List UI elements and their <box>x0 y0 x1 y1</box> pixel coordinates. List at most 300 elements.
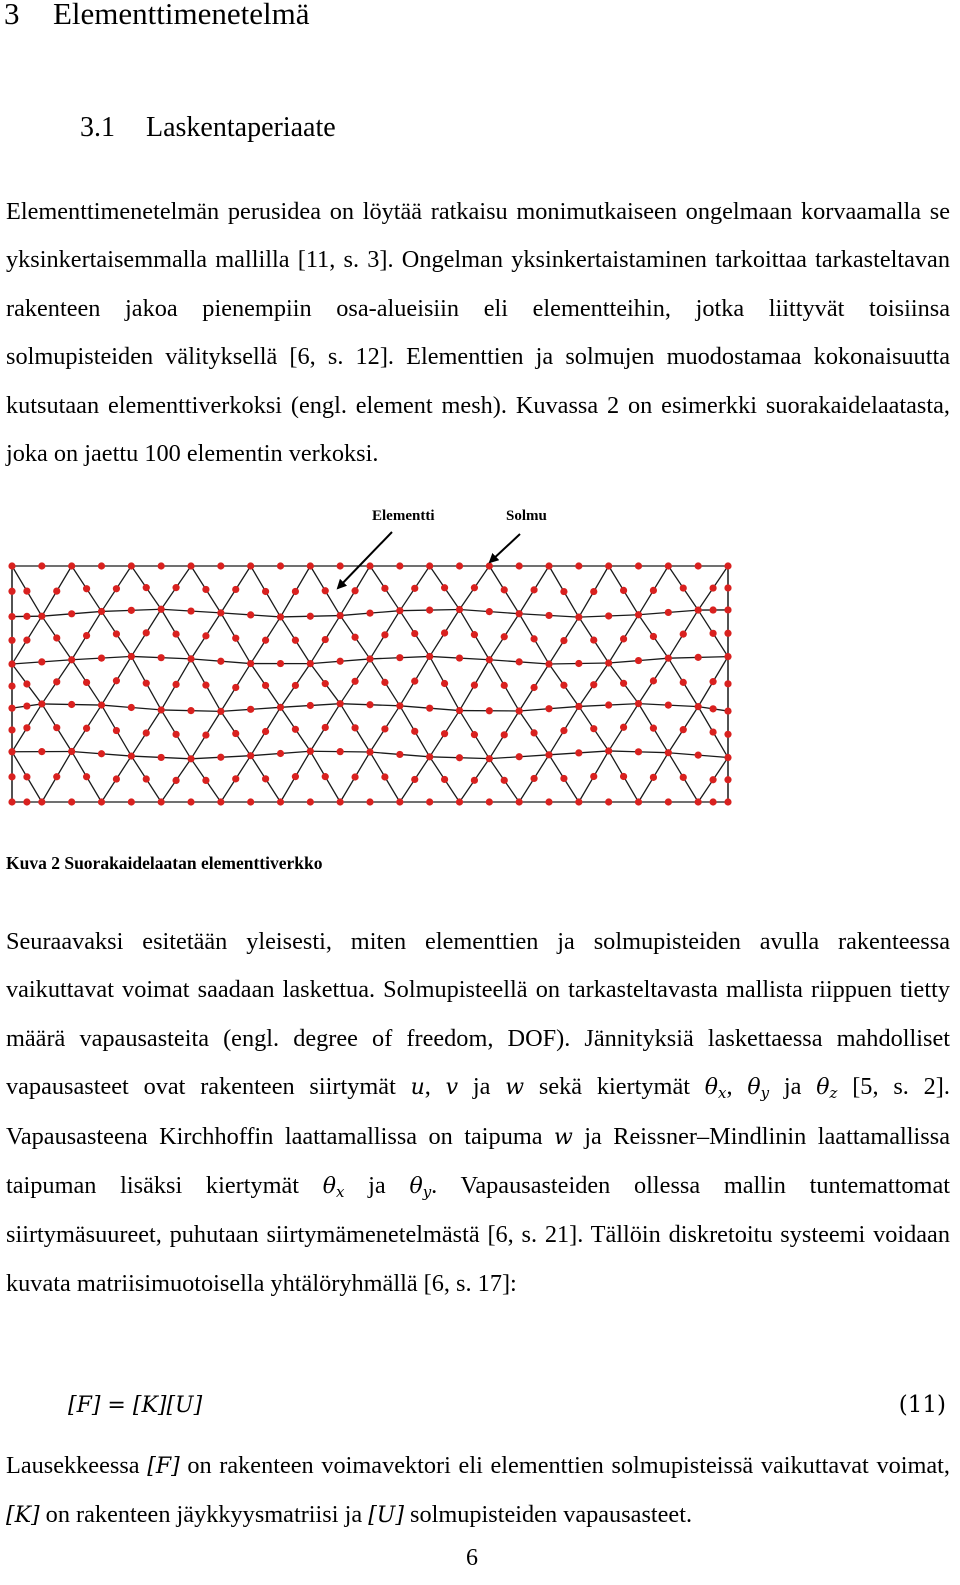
mesh-node <box>38 748 45 755</box>
mesh-node <box>486 755 493 762</box>
paragraph-explanation: Lausekkeessa [F] on rakenteen voimavektori eli elementtien solmupisteissä vaikuttavat voimat, [K] on rakenteen jäykkyysmatriisi ja [U] solmupisteiden vapausasteet. <box>6 1452 950 1529</box>
mesh-node <box>217 562 224 569</box>
figure-caption: Kuva 2 Suorakaidelaatan elementtiverkko <box>6 853 323 873</box>
mesh-node <box>411 728 418 735</box>
mesh-node <box>322 724 329 731</box>
chapter-title: Elementtimenetelmä <box>53 0 310 31</box>
chapter-heading <box>4 0 310 32</box>
mesh-node <box>516 562 523 569</box>
mesh-node <box>695 606 702 613</box>
mesh-node <box>366 610 373 617</box>
mesh-node <box>172 777 179 784</box>
mesh-node <box>337 700 344 707</box>
mesh-node <box>396 607 403 614</box>
mesh-node <box>292 588 299 595</box>
mesh-node <box>23 613 30 620</box>
mesh-node <box>158 562 165 569</box>
mesh-node <box>650 587 657 594</box>
mesh-node <box>53 773 60 780</box>
mesh-node <box>411 585 418 592</box>
mesh-node <box>23 587 30 594</box>
mesh-node <box>575 660 582 667</box>
mesh-node <box>724 776 731 783</box>
mesh-figure <box>0 500 740 810</box>
mesh-node <box>381 585 388 592</box>
mesh-node <box>351 678 358 685</box>
mesh-node <box>709 630 716 637</box>
symbol-theta-z: $\theta_z$ <box>816 1075 838 1103</box>
mesh-node <box>8 773 15 780</box>
mesh-node <box>337 612 344 619</box>
equation-11: [F] = [K][U] <box>68 1393 203 1418</box>
mesh-node <box>143 680 150 687</box>
symbol-theta-x: $\theta_x$ <box>322 1174 345 1202</box>
mesh-node <box>396 562 403 569</box>
mesh-node <box>172 731 179 738</box>
mesh-node <box>501 633 508 640</box>
mesh-node <box>143 584 150 591</box>
mesh-node <box>53 587 60 594</box>
mesh-node <box>277 704 284 711</box>
mesh-node <box>724 798 731 805</box>
mesh-node <box>292 773 299 780</box>
mesh-node <box>262 775 269 782</box>
mesh-node <box>307 613 314 620</box>
mesh-node <box>366 701 373 708</box>
mesh-node <box>530 684 537 691</box>
mesh-node <box>486 656 493 663</box>
mesh-node <box>247 752 254 759</box>
mesh-node <box>232 684 239 691</box>
mesh-node <box>545 562 552 569</box>
symbol-w: w <box>505 1075 525 1101</box>
element-arrow <box>338 532 392 588</box>
mesh-node <box>202 586 209 593</box>
mesh-node <box>277 798 284 805</box>
mesh-node <box>307 660 314 667</box>
symbol-theta-x: $\theta_x$ <box>704 1075 727 1103</box>
mesh-node <box>575 703 582 710</box>
mesh-node <box>560 682 567 689</box>
mesh-node <box>337 562 344 569</box>
mesh-node <box>665 655 672 662</box>
mesh-node <box>277 750 284 757</box>
mesh-node <box>322 587 329 594</box>
symbol-theta-y: $\theta_y$ <box>409 1174 432 1202</box>
equation-number: (11) <box>898 1392 946 1418</box>
mesh-node <box>187 655 194 662</box>
mesh-node <box>172 630 179 637</box>
mesh-node <box>620 680 627 687</box>
mesh-node <box>53 634 60 641</box>
mesh-node <box>530 729 537 736</box>
mesh-node <box>545 660 552 667</box>
mesh-node <box>605 562 612 569</box>
symbol-w: w <box>554 1124 573 1150</box>
mesh-node <box>635 798 642 805</box>
mesh-node <box>709 678 716 685</box>
mesh-node <box>68 701 75 708</box>
mesh-node <box>247 798 254 805</box>
mesh-node <box>83 679 90 686</box>
mesh-node <box>187 798 194 805</box>
mesh-node <box>530 586 537 593</box>
mesh-node <box>426 798 433 805</box>
mesh-node <box>680 726 687 733</box>
symbol-U: [U] <box>368 1503 404 1529</box>
mesh-node <box>724 562 731 569</box>
mesh-node <box>8 588 15 595</box>
mesh-node <box>38 700 45 707</box>
mesh-node <box>38 798 45 805</box>
mesh-node <box>128 752 135 759</box>
mesh-node <box>351 587 358 594</box>
mesh-node <box>620 587 627 594</box>
mesh-node <box>665 562 672 569</box>
mesh-node <box>695 798 702 805</box>
mesh-node <box>575 614 582 621</box>
mesh-node <box>486 798 493 805</box>
element-label: Elementti <box>372 508 435 524</box>
mesh-node <box>277 660 284 667</box>
mesh-node <box>426 562 433 569</box>
mesh-node <box>724 680 731 687</box>
mesh-node <box>724 754 731 761</box>
mesh-node <box>471 682 478 689</box>
mesh-node <box>232 586 239 593</box>
mesh-node <box>68 656 75 663</box>
mesh-node <box>68 610 75 617</box>
mesh-node <box>605 798 612 805</box>
mesh-node <box>217 609 224 616</box>
mesh-node <box>38 562 45 569</box>
mesh-node <box>471 631 478 638</box>
mesh-node <box>665 749 672 756</box>
mesh-node <box>575 798 582 805</box>
mesh-node <box>217 798 224 805</box>
mesh-node <box>426 607 433 614</box>
mesh-node <box>441 629 448 636</box>
mesh-node <box>128 562 135 569</box>
mesh-node <box>620 724 627 731</box>
mesh-node <box>187 562 194 569</box>
mesh-node <box>53 724 60 731</box>
mesh-node <box>620 773 627 780</box>
mesh-node <box>23 637 30 644</box>
mesh-node <box>456 754 463 761</box>
mesh-node <box>128 704 135 711</box>
mesh-node <box>396 798 403 805</box>
symbol-v: v <box>445 1075 459 1101</box>
mesh-node <box>665 702 672 709</box>
mesh-node <box>202 731 209 738</box>
mesh-node <box>143 775 150 782</box>
mesh-node <box>83 632 90 639</box>
mesh-node <box>68 798 75 805</box>
mesh-node <box>680 774 687 781</box>
mesh-node <box>277 613 284 620</box>
mesh-node <box>516 707 523 714</box>
mesh-node <box>187 707 194 714</box>
mesh-node <box>501 586 508 593</box>
mesh-node <box>516 798 523 805</box>
mesh-node <box>232 730 239 737</box>
mesh-node <box>545 751 552 758</box>
mesh-node <box>113 630 120 637</box>
mesh-node <box>158 706 165 713</box>
mesh-node <box>709 606 716 613</box>
mesh-node <box>38 658 45 665</box>
mesh-node <box>516 658 523 665</box>
mesh-node <box>709 584 716 591</box>
mesh-node <box>441 776 448 783</box>
mesh-node <box>411 630 418 637</box>
mesh-node <box>426 705 433 712</box>
mesh-node <box>113 775 120 782</box>
mesh-node <box>590 681 597 688</box>
mesh-node <box>262 728 269 735</box>
mesh-node <box>68 562 75 569</box>
mesh-node <box>23 724 30 731</box>
mesh-node <box>38 613 45 620</box>
mesh-node <box>366 798 373 805</box>
mesh-node <box>307 748 314 755</box>
mesh-node <box>590 588 597 595</box>
mesh-diagram <box>0 500 740 810</box>
mesh-node <box>381 679 388 686</box>
mesh-node <box>724 731 731 738</box>
mesh-node <box>232 775 239 782</box>
symbol-theta-y: $\theta_y$ <box>747 1075 770 1103</box>
mesh-node <box>545 705 552 712</box>
mesh-node <box>381 773 388 780</box>
mesh-node <box>8 562 15 569</box>
mesh-node <box>486 608 493 615</box>
mesh-node <box>143 629 150 636</box>
mesh-node <box>381 631 388 638</box>
mesh-node <box>456 606 463 613</box>
mesh-node <box>620 635 627 642</box>
mesh-node <box>695 562 702 569</box>
mesh-node <box>83 585 90 592</box>
page-number: 6 <box>466 1545 478 1571</box>
mesh-node <box>83 773 90 780</box>
mesh-node <box>98 701 105 708</box>
mesh-node <box>456 654 463 661</box>
mesh-node <box>650 774 657 781</box>
mesh-node <box>337 748 344 755</box>
mesh-node <box>441 584 448 591</box>
mesh-node <box>396 702 403 709</box>
mesh-node <box>247 562 254 569</box>
mesh-node <box>724 584 731 591</box>
mesh-node <box>516 610 523 617</box>
mesh-node <box>560 588 567 595</box>
mesh-node <box>292 637 299 644</box>
equation-F: [F] <box>68 1393 101 1418</box>
mesh-node <box>545 612 552 619</box>
mesh-node <box>635 562 642 569</box>
node-arrow <box>490 534 520 562</box>
mesh-node <box>307 702 314 709</box>
mesh-node <box>128 653 135 660</box>
mesh-node <box>8 637 15 644</box>
mesh-node <box>396 654 403 661</box>
mesh-node <box>143 729 150 736</box>
mesh-node <box>232 635 239 642</box>
mesh-node <box>635 657 642 664</box>
mesh-node <box>172 681 179 688</box>
mesh-node <box>351 773 358 780</box>
mesh-node <box>635 748 642 755</box>
mesh-node <box>545 798 552 805</box>
chapter-number: 3 <box>4 0 20 31</box>
mesh-node <box>217 754 224 761</box>
mesh-node <box>68 748 75 755</box>
mesh-node <box>396 751 403 758</box>
mesh-node <box>695 703 702 710</box>
mesh-node <box>590 636 597 643</box>
mesh-node <box>575 749 582 756</box>
mesh-node <box>128 798 135 805</box>
mesh-node <box>217 658 224 665</box>
mesh-node <box>23 702 30 709</box>
mesh-node <box>292 726 299 733</box>
mesh-node <box>530 635 537 642</box>
mesh-node <box>471 584 478 591</box>
mesh-node <box>158 798 165 805</box>
mesh-node <box>113 727 120 734</box>
mesh-node <box>172 584 179 591</box>
mesh-node <box>98 654 105 661</box>
mesh-node <box>322 773 329 780</box>
mesh-node <box>456 562 463 569</box>
node-label: Solmu <box>506 508 547 524</box>
mesh-node <box>202 682 209 689</box>
mesh-node <box>366 748 373 755</box>
mesh-node <box>411 776 418 783</box>
mesh-node <box>575 562 582 569</box>
mesh-node <box>83 725 90 732</box>
section-title: Laskentaperiaate <box>146 112 336 143</box>
mesh-node <box>8 705 15 712</box>
mesh-node <box>456 707 463 714</box>
mesh-node <box>23 798 30 805</box>
mesh-node <box>217 708 224 715</box>
mesh-node <box>501 731 508 738</box>
mesh-node <box>680 631 687 638</box>
mesh-node <box>98 608 105 615</box>
mesh-node <box>501 777 508 784</box>
mesh-node <box>426 653 433 660</box>
mesh-node <box>8 683 15 690</box>
mesh-node <box>635 700 642 707</box>
mesh-node <box>456 798 463 805</box>
mesh-node <box>381 725 388 732</box>
equation-U: [U] <box>166 1393 203 1418</box>
mesh-node <box>23 680 30 687</box>
mesh-node <box>516 753 523 760</box>
mesh-node <box>53 678 60 685</box>
mesh-node <box>560 775 567 782</box>
mesh-node <box>724 653 731 660</box>
mesh-node <box>23 773 30 780</box>
mesh-node <box>695 752 702 759</box>
mesh-node <box>486 562 493 569</box>
mesh-node <box>441 680 448 687</box>
mesh-node <box>128 607 135 614</box>
mesh-node <box>113 585 120 592</box>
section-heading <box>80 112 336 144</box>
mesh-node <box>650 725 657 732</box>
mesh-node <box>560 637 567 644</box>
mesh-node <box>277 562 284 569</box>
mesh-node <box>724 707 731 714</box>
mesh-node <box>724 606 731 613</box>
mesh-node <box>471 731 478 738</box>
mesh-node <box>307 562 314 569</box>
mesh-node <box>411 678 418 685</box>
mesh-node <box>113 677 120 684</box>
mesh-node <box>98 750 105 757</box>
mesh-node <box>605 659 612 666</box>
mesh-node <box>322 680 329 687</box>
mesh-node <box>366 655 373 662</box>
mesh-node <box>262 637 269 644</box>
mesh-node <box>560 727 567 734</box>
mesh-node <box>724 630 731 637</box>
mesh-node <box>98 798 105 805</box>
mesh-node <box>635 611 642 618</box>
mesh-node <box>590 725 597 732</box>
mesh-node <box>262 588 269 595</box>
mesh-node <box>501 682 508 689</box>
mesh-node <box>471 777 478 784</box>
mesh-node <box>262 682 269 689</box>
mesh-node <box>8 613 15 620</box>
symbol-u: u <box>410 1075 425 1101</box>
mesh-node <box>8 748 15 755</box>
mesh-node <box>307 798 314 805</box>
mesh-node <box>709 776 716 783</box>
mesh-node <box>665 609 672 616</box>
mesh-node <box>665 798 672 805</box>
mesh-node <box>441 730 448 737</box>
mesh-node <box>530 775 537 782</box>
mesh-node <box>337 658 344 665</box>
mesh-node <box>486 707 493 714</box>
mesh-node <box>247 660 254 667</box>
mesh-node <box>322 636 329 643</box>
mesh-node <box>426 753 433 760</box>
mesh-node <box>202 777 209 784</box>
mesh-node <box>680 679 687 686</box>
mesh-node <box>187 607 194 614</box>
mesh-node <box>351 634 358 641</box>
mesh-node <box>247 611 254 618</box>
mesh-node <box>337 798 344 805</box>
mesh-node <box>292 682 299 689</box>
mesh-node <box>98 562 105 569</box>
mesh-node <box>187 755 194 762</box>
symbol-K: [K] <box>6 1503 40 1529</box>
mesh-node <box>709 798 716 805</box>
mesh-node <box>8 660 15 667</box>
section-number: 3.1 <box>80 112 115 143</box>
mesh-node <box>158 606 165 613</box>
mesh-node <box>202 632 209 639</box>
mesh-node <box>709 728 716 735</box>
